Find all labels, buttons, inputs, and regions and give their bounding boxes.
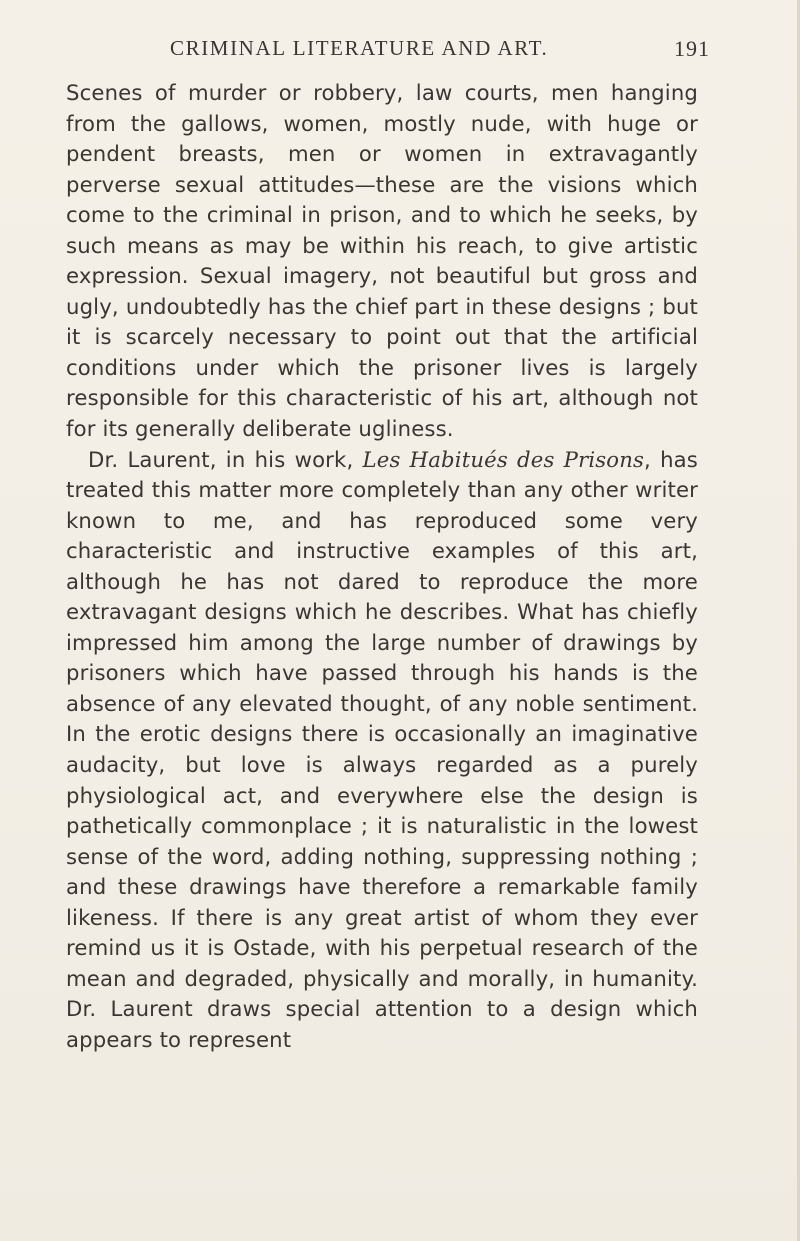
body-text [66,78,698,1056]
page-number: 191 [674,36,710,61]
running-title: CRIMINAL LITERATURE AND ART. [170,36,549,60]
paragraph-2 [66,445,698,1056]
paragraph-2-rest: , has treated this matter more completely than any other writer known to me, and has reproduced some very characteristic and instructive examples of this art, although he has not dared to reproduce the more extravagant designs which he describes. What has chiefly impressed him among the large number of drawings by prisoners which have passed through his hands is the absence of any elevated thought, of any noble sentiment. In the erotic designs there is occasionally an imaginative audacity, but love is always regarded as a purely physiological act, and everywhere else the design is pathetically commonplace ; it is naturalistic in the lowest sense of the word, adding nothing, suppressing nothing ; and these drawings have therefore a remarkable family likeness. If there is any great artist of whom they ever remind us it is Ostade, with his perpetual research of the mean and degraded, physically and morally, in humanity. Dr. Laurent draws special attention to a design which appears to represent [66,446,699,1052]
paragraph-1: Scenes of murder or robbery, law courts, men hanging from the gallows, women, mostly nude, with huge or pendent breasts, men or women in extravagantly perverse sexual attitudes—these are the visions which come to the criminal in prison, and to which he seeks, by such means as may be within his reach, to give artistic expression. Sexual imagery, not beautiful but gross and ugly, undoubtedly has the chief part in these designs ; but it is scarcely necessary to point out that the artificial conditions under which the prisoner lives is largely responsible for this characteristic of his art, although not for its generally deliberate ugliness. [66,80,698,442]
running-header [170,36,710,66]
paragraph-2-start: Dr. Laurent, in his work, [88,446,363,472]
book-title: Les Habitués des Prisons [362,446,645,472]
